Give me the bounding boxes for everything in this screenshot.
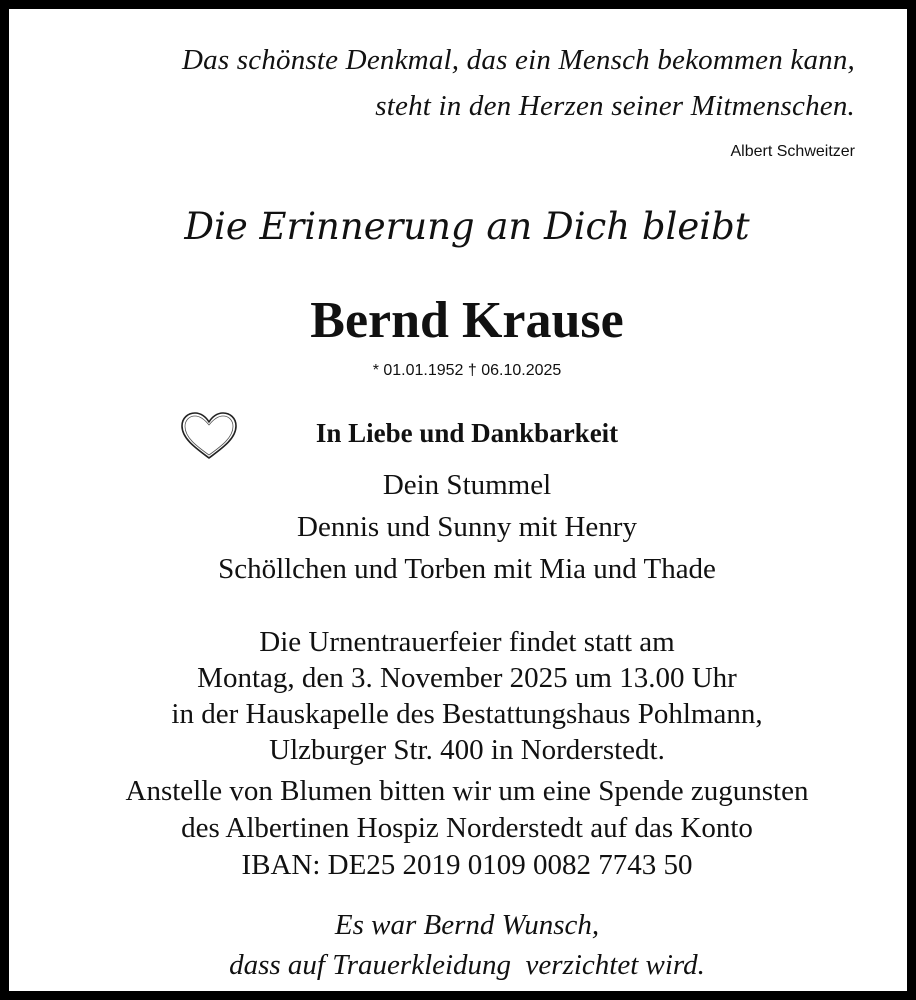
mourner-line: Dennis und Sunny mit Henry — [297, 511, 637, 543]
mourner-line: Schöllchen und Torben mit Mia und Thade — [218, 553, 716, 585]
ceremony-line: in der Hauskapelle des Bestattungshaus Pohlmann, — [171, 698, 763, 730]
mourners-list — [9, 464, 916, 590]
wish-line: dass auf Trauerkleidung verzichtet wird. — [229, 949, 705, 981]
quote-line-1: Das schönste Denkmal, das ein Mensch bekommen kann, — [181, 44, 855, 76]
life-dates: * 01.01.1952 † 06.10.2025 — [372, 362, 562, 379]
ceremony-line: Ulzburger Str. 400 in Norderstedt. — [269, 734, 665, 766]
quote-author: Albert Schweitzer — [730, 143, 855, 160]
donation-info — [9, 773, 916, 884]
dress-code-note — [9, 905, 916, 985]
quote-line-2: steht in den Herzen seiner Mitmenschen. — [375, 90, 855, 122]
donation-line: des Albertinen Hospiz Norderstedt auf das Konto — [181, 812, 753, 844]
headline: Die Erinnerung an Dich bleibt — [184, 205, 750, 248]
ceremony-info — [9, 624, 916, 768]
wish-line: Es war Bernd Wunsch, — [334, 909, 600, 941]
ceremony-line: Die Urnentrauerfeier findet statt am — [259, 626, 675, 658]
thanks-heading: In Liebe und Dankbarkeit — [315, 418, 619, 448]
donation-line: Anstelle von Blumen bitten wir um eine Spende zugunsten — [125, 775, 809, 807]
iban-line: IBAN: DE25 2019 0109 0082 7743 50 — [241, 849, 693, 881]
mourner-line: Dein Stummel — [382, 469, 552, 501]
quote — [182, 37, 855, 129]
ceremony-line: Montag, den 3. November 2025 um 13.00 Uhr — [197, 662, 737, 694]
deceased-name: Bernd Krause — [310, 292, 624, 349]
